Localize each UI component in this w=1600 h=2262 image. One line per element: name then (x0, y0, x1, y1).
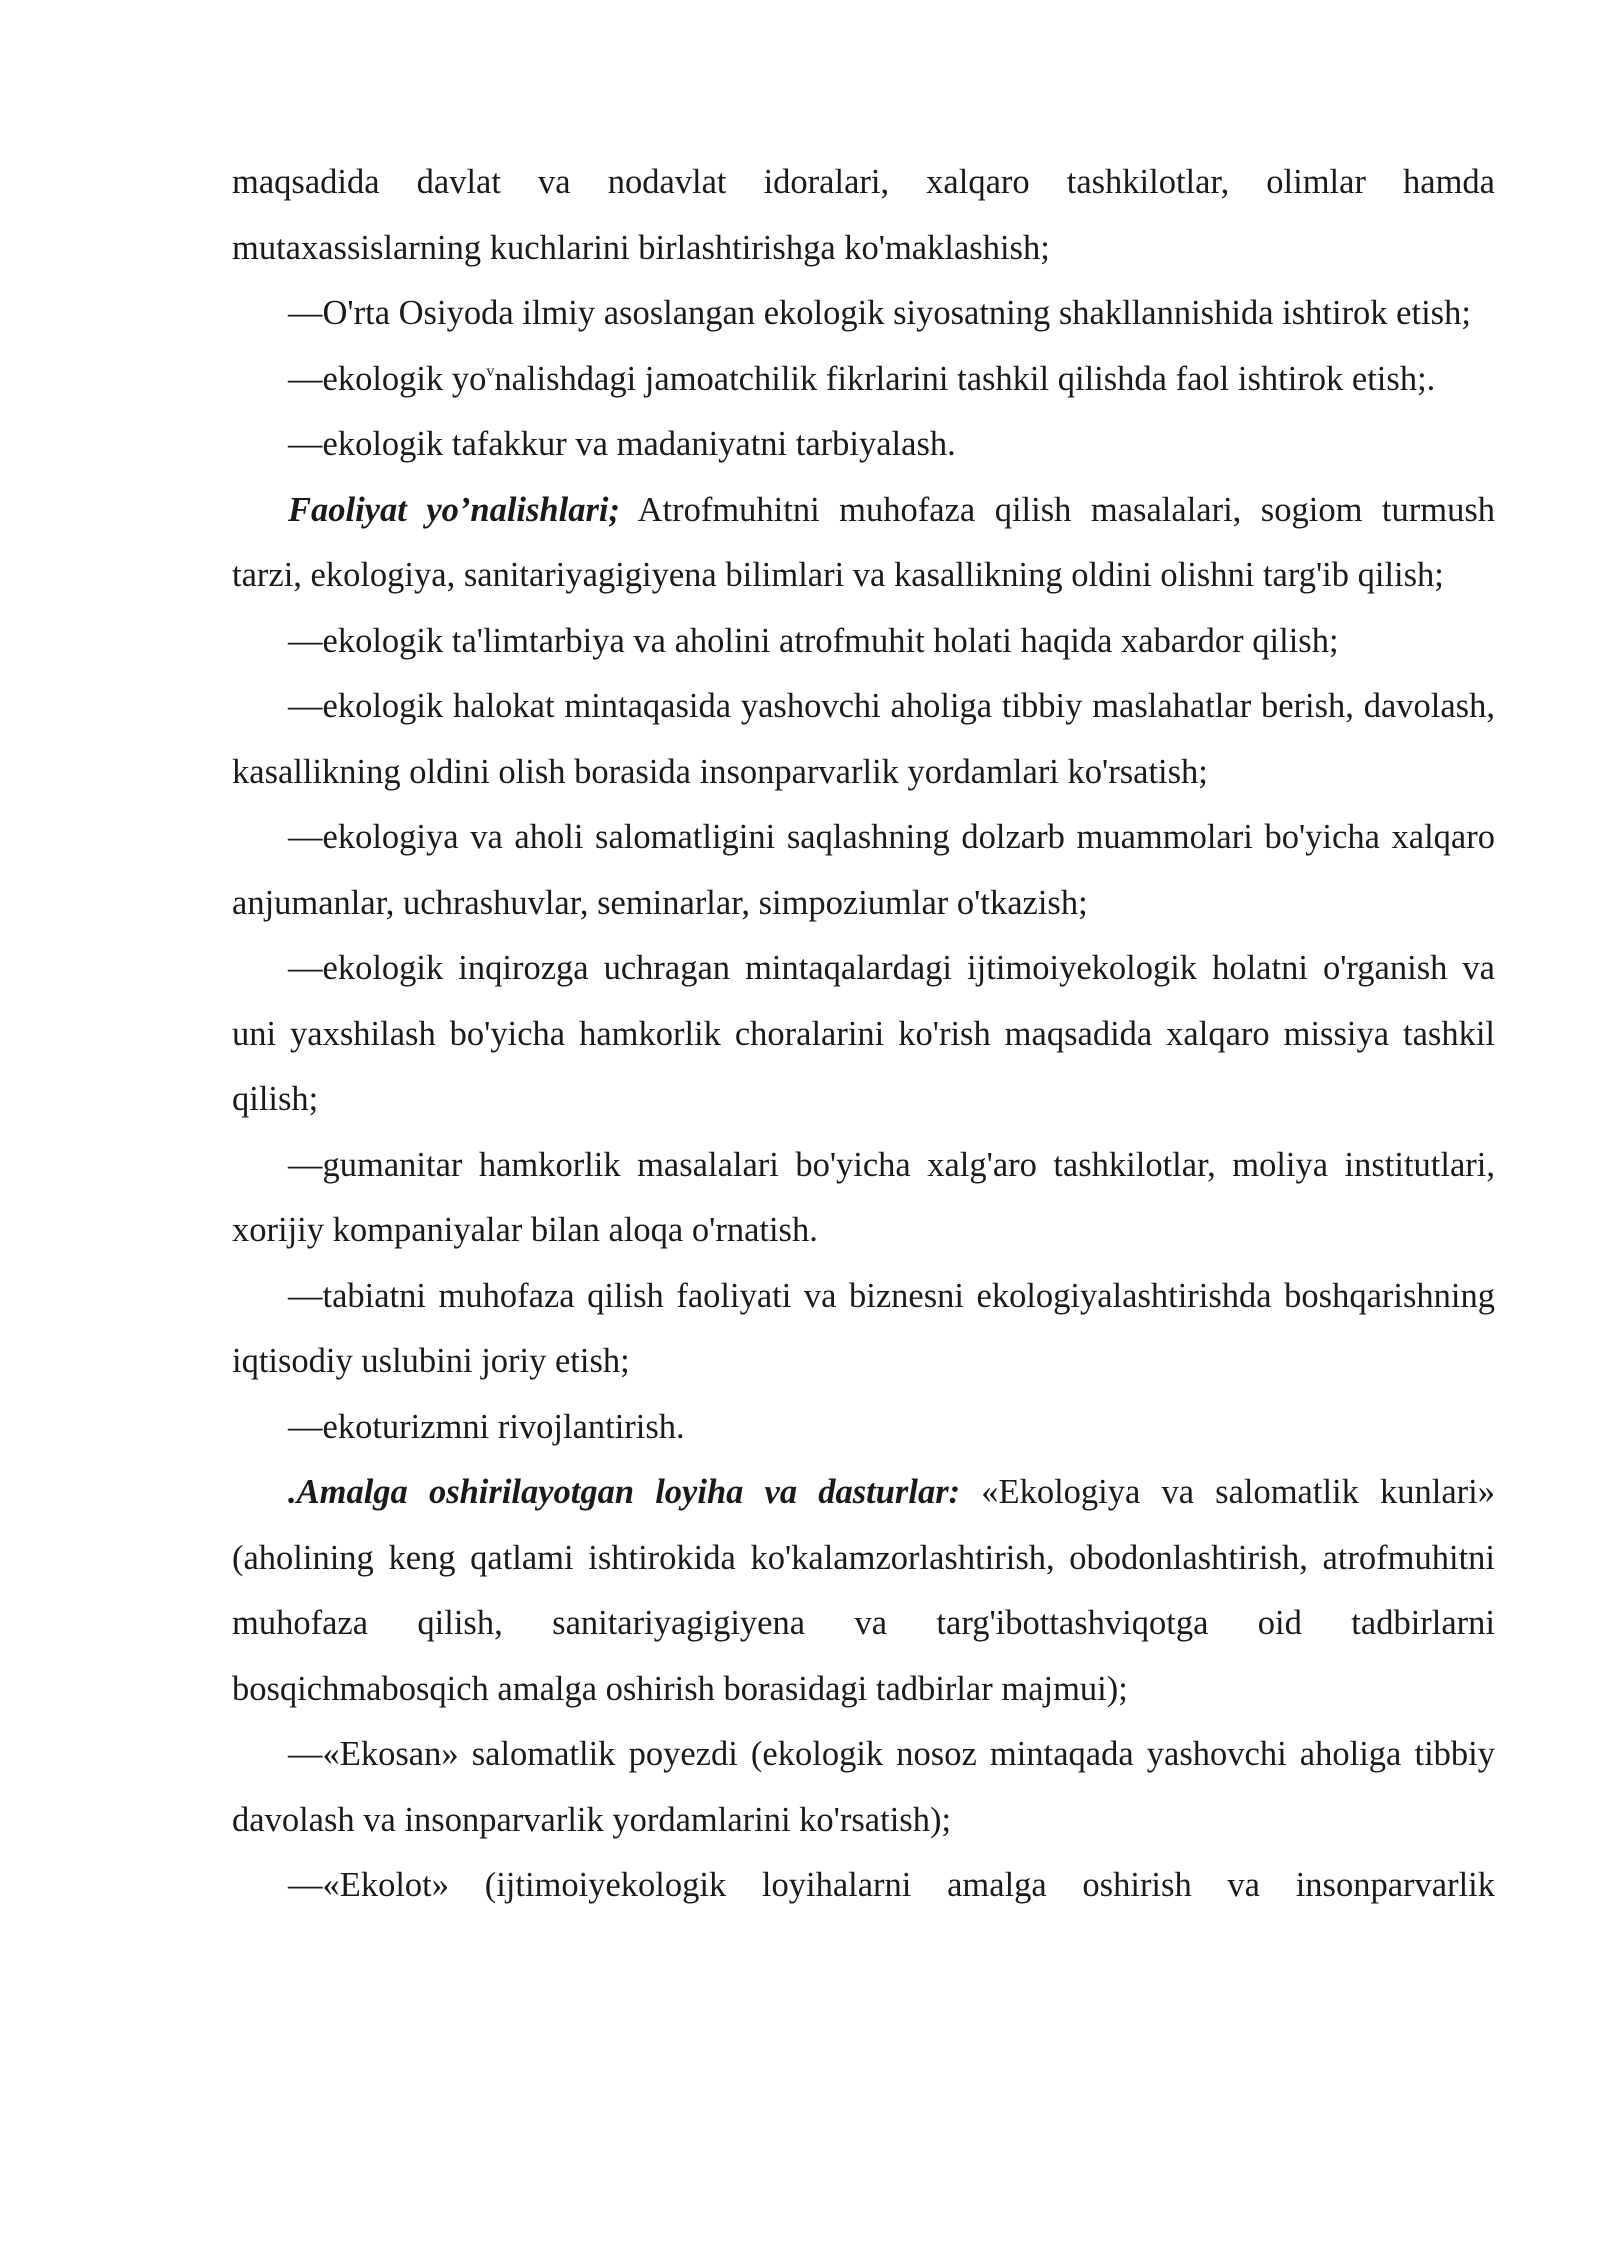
list-item-ecotourism: —ekoturizmni rivojlantirish. (288, 1407, 685, 1446)
list-item-ecological-education: —ekologik ta'limtarbiya va aholini atrofmuhit holati haqida xabardor qilish; (288, 621, 1339, 660)
list-item-business-greening: —tabiatni muhofaza qilish faoliyati va biznesni ekologiyalashtirishda boshqarishning iqtisodiy uslubini joriy etish; (232, 1276, 1495, 1380)
paragraph-intro-continuation: maqsadida davlat va nodavlat idoralari, xalqaro tashkilotlar, olimlar hamda mutaxassislarning kuchlarini birlashtirishga ko'maklashish; (232, 163, 1495, 267)
list-item-international-conferences: —ekologiya va aholi salomatligini saqlashning dolzarb muammolari bo'yicha xalqaro anjumanlar, uchrashuvlar, seminarlar, simpoziumlar o'tkazish; (232, 818, 1495, 922)
list-item-ecological-thinking: —ekologik tafakkur va madaniyatni tarbiyalash. (288, 425, 956, 463)
list-item-text-start: —ekologik yo (288, 359, 487, 398)
list-item-ekosan-train: —«Ekosan» salomatlik poyezdi (ekologik nosoz mintaqada yashovchi aholiga tibbiy davolash va insonparvarlik yordamlarini ko'rsatish); (232, 1735, 1495, 1839)
list-item-humanitarian-cooperation: —gumanitar hamkorlik masalalari bo'yicha xalg'aro tashkilotlar, moliya institutlari, xorijiy kompaniyalar bilan aloqa o'rnatish. (232, 1145, 1495, 1249)
paragraph-activity-directions (232, 478, 1495, 609)
paragraph-text: «Ekologiya va salomatlik kunlari» (aholining keng qatlami ishtirokida ko'kalamzorlashtirish, obodonlashtirish, atrofmuhitni muhofaza qilish, sanitariyagigiyena va targ'ibottashviqotga oid tadbirlarni bosqichmabosqich amalga oshirish borasidagi tadbirlar majmui); (232, 1473, 1495, 1708)
list-item-medical-advice: —ekologik halokat mintaqasida yashovchi aholiga tibbiy maslahatlar berish, davolash, kasallikning oldini olish borasida insonparvarlik yordamlari ko'rsatish; (232, 687, 1495, 791)
list-item-public-opinion (232, 347, 1495, 413)
paragraph-text: Atrofmuhitni muhofaza qilish masalalari, sogiom turmush tarzi, ekologiya, sanitariyagigiyena bilimlari va kasallikning oldini olishni targ'ib qilish; (232, 490, 1496, 594)
paragraph-projects-programs (232, 1460, 1495, 1722)
list-item-international-mission: —ekologik inqirozga uchragan mintaqalardagi ijtimoiyekologik holatni o'rganish va uni yaxshilash bo'yicha hamkorlik choralarini ko'rish maqsadida xalqaro missiya tashkil qilish; (232, 949, 1495, 1118)
list-item-text-end: nalishdagi jamoatchilik fikrlarini tashkil qilishda faol ishtirok etish;. (494, 359, 1436, 398)
list-item-ekolot: —«Ekolot» (ijtimoiyekologik loyihalarni amalga oshirish va insonparvarlik (288, 1866, 1495, 1904)
superscript-mark: v (486, 362, 495, 380)
list-item-central-asia-policy: —O'rta Osiyoda ilmiy asoslangan ekologik siyosatning shakllannishida ishtirok etish; (288, 294, 1471, 332)
section-lead-projects-programs: .Amalga oshirilayotgan loyiha va dasturlar: (288, 1473, 961, 1511)
document-page (232, 150, 1495, 1919)
section-lead-activity-directions: Faoliyat yo’nalishlari; (288, 490, 620, 529)
